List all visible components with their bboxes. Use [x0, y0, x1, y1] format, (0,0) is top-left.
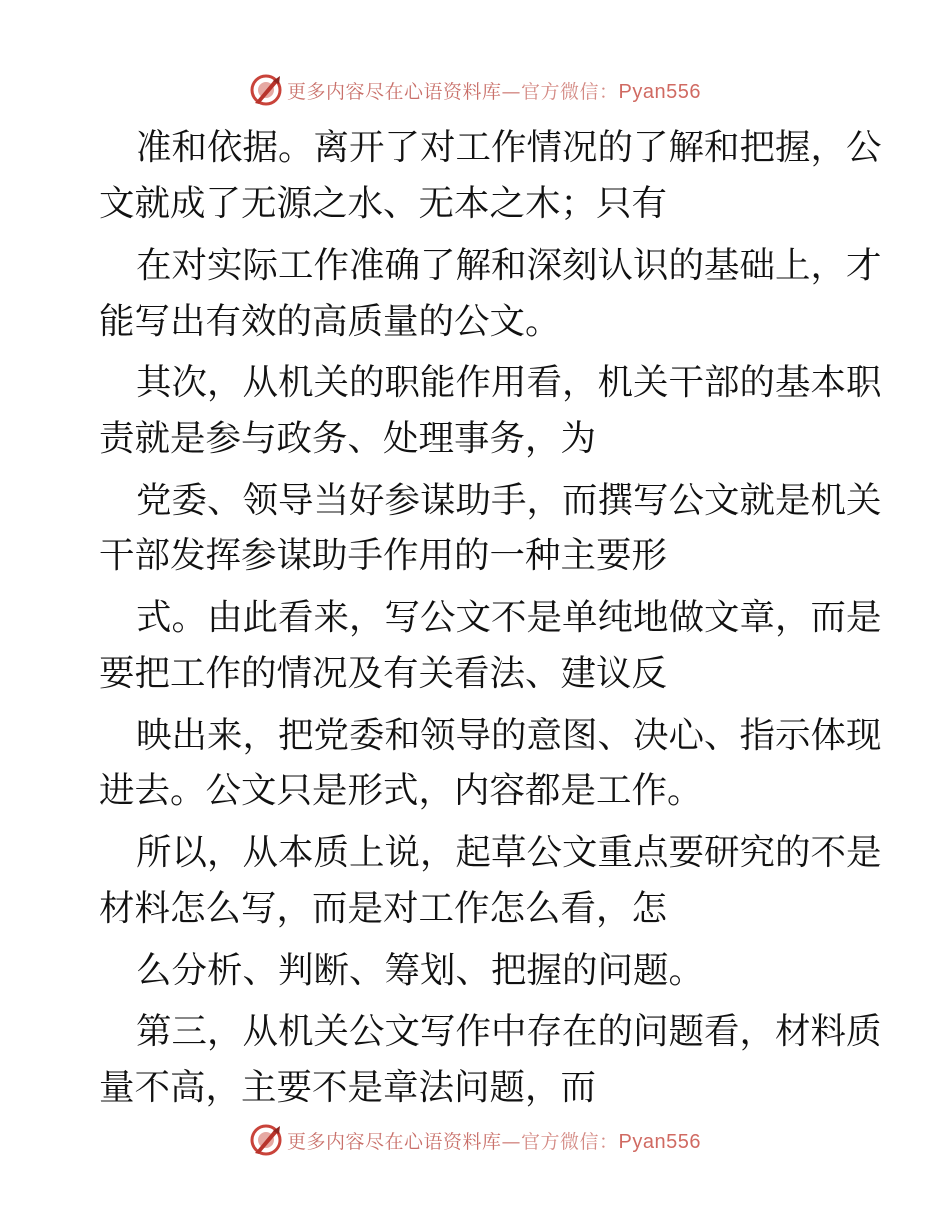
watermark-text: 更多内容尽在心语资料库—官方微信：Pyan556	[287, 1130, 701, 1153]
text-line: 准和依据。离开了对工作情况的了解和把握，公	[136, 127, 882, 168]
text-line: 映出来，把党委和领导的意图、决心、指示体现	[136, 715, 882, 756]
text-line: 党委、领导当好参谋助手，而撰写公文就是机关	[136, 480, 882, 521]
text-line: 能写出有效的高质量的公文。	[99, 301, 561, 342]
text-line: 式。由此看来，写公文不是单纯地做文章，而是	[136, 597, 882, 638]
text-line: 要把工作的情况及有关看法、建议反	[99, 653, 668, 694]
text-line: 责就是参与政务、处理事务，为	[99, 418, 597, 459]
text-line: 材料怎么写，而是对工作怎么看，怎	[99, 888, 668, 929]
text-line: 量不高，主要不是章法问题，而	[99, 1067, 597, 1108]
text-line: 第三，从机关公文写作中存在的问题看，材料质	[136, 1011, 882, 1052]
text-line: 在对实际工作准确了解和深刻认识的基础上，才	[136, 245, 882, 286]
quill-logo-icon	[249, 73, 283, 107]
text-line: 其次，从机关的职能作用看，机关干部的基本职	[136, 362, 882, 403]
text-line: 文就成了无源之水、无本之木；只有	[99, 183, 668, 224]
text-line: 所以，从本质上说，起草公文重点要研究的不是	[136, 832, 882, 873]
header-watermark	[0, 72, 950, 108]
watermark-text: 更多内容尽在心语资料库—官方微信：Pyan556	[287, 80, 701, 103]
text-line: 干部发挥参谋助手作用的一种主要形	[99, 535, 668, 576]
text-line: 么分析、判断、筹划、把握的问题。	[136, 950, 705, 991]
quill-logo-icon	[249, 1123, 283, 1157]
text-line: 进去。公文只是形式，内容都是工作。	[99, 770, 703, 811]
footer-watermark	[0, 1122, 950, 1158]
